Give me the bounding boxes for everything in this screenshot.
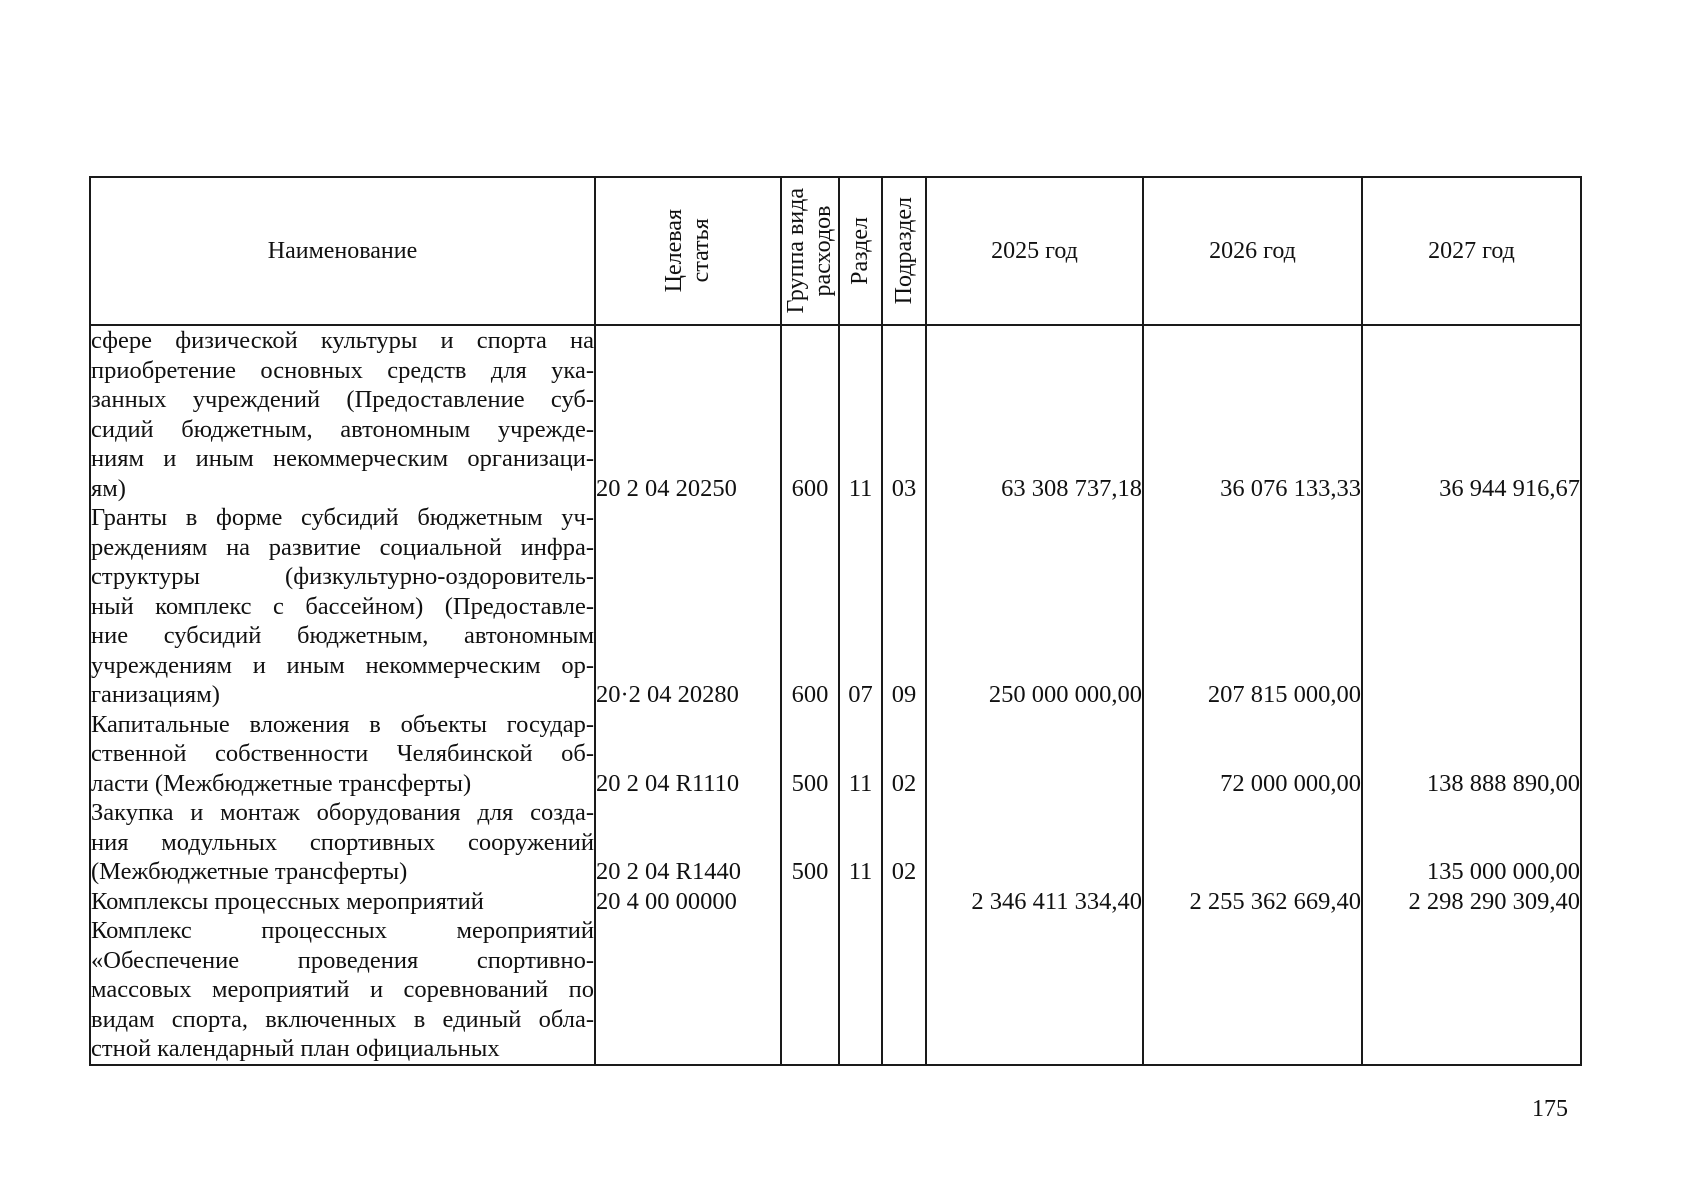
header-year-2027: 2027 год xyxy=(1362,177,1581,325)
row-amount-2025: 63 308 737,18 xyxy=(926,325,1143,503)
row-amount-2027 xyxy=(1362,916,1581,1065)
row-amount-2025 xyxy=(926,710,1143,799)
header-name: Наименование xyxy=(90,177,595,325)
table-header-row xyxy=(90,177,1581,325)
row-target-article: 20 2 04 20250 xyxy=(595,325,781,503)
row-name xyxy=(90,710,595,799)
row-section xyxy=(839,887,882,917)
row-amount-2025: 2 346 411 334,40 xyxy=(926,887,1143,917)
row-name-line: «Обеспечение проведения спортивно- xyxy=(91,946,594,974)
row-name-line: массовых мероприятий и соревнований по xyxy=(91,976,594,1003)
row-amount-2026 xyxy=(1143,916,1362,1065)
table-row xyxy=(90,798,1581,887)
row-name-line: видам спорта, включенных в единый обла- xyxy=(91,1005,594,1033)
row-name xyxy=(90,325,595,503)
header-target-article xyxy=(595,177,781,325)
page-number: 175 xyxy=(1532,1096,1568,1122)
row-name-line: ный комплекс с бассейном) (Предоставле- xyxy=(91,592,594,620)
header-group-line2: расходов xyxy=(810,205,836,297)
row-target-article: 20 4 00 00000 xyxy=(595,887,781,917)
row-amount-2026: 2 255 362 669,40 xyxy=(1143,887,1362,917)
row-section: 07 xyxy=(839,503,882,710)
row-amount-2027: 138 888 890,00 xyxy=(1362,710,1581,799)
row-section: 11 xyxy=(839,710,882,799)
row-name-line: ям) xyxy=(91,474,126,502)
row-name-line: ственной собственности Челябинской об- xyxy=(91,740,594,767)
row-expense-group: 600 xyxy=(781,503,839,710)
row-amount-2027 xyxy=(1362,503,1581,710)
row-expense-group: 600 xyxy=(781,325,839,503)
budget-table xyxy=(89,176,1582,1066)
row-section: 11 xyxy=(839,325,882,503)
row-subsection: 02 xyxy=(882,798,926,887)
header-section xyxy=(839,177,882,325)
row-amount-2026: 207 815 000,00 xyxy=(1143,503,1362,710)
table-row xyxy=(90,710,1581,799)
row-target-article: 20·2 04 20280 xyxy=(595,503,781,710)
row-name-line: стной календарный план официальных xyxy=(91,1035,500,1062)
row-subsection: 03 xyxy=(882,325,926,503)
row-section: 11 xyxy=(839,798,882,887)
header-section-label: Раздел xyxy=(847,217,873,285)
table-row xyxy=(90,887,1581,917)
row-name-line: ния модульных спортивных сооружений xyxy=(91,828,594,856)
row-name-line: Гранты в форме субсидий бюджетным уч- xyxy=(91,504,594,531)
row-name xyxy=(90,916,595,1065)
row-amount-2026: 36 076 133,33 xyxy=(1143,325,1362,503)
row-subsection: 09 xyxy=(882,503,926,710)
header-year-2025: 2025 год xyxy=(926,177,1143,325)
table-row xyxy=(90,325,1581,503)
table-row xyxy=(90,503,1581,710)
row-name-line: ласти (Межбюджетные трансферты) xyxy=(91,769,472,797)
row-amount-2026 xyxy=(1143,798,1362,887)
row-name-line: занных учреждений (Предоставление суб- xyxy=(91,386,594,413)
row-name-line: учреждениям и иным некоммерческим ор- xyxy=(91,651,594,679)
row-target-article: 20 2 04 R1440 xyxy=(595,798,781,887)
row-subsection xyxy=(882,916,926,1065)
header-target-line2: статья xyxy=(688,219,714,283)
header-target-line1: Целевая xyxy=(661,209,687,293)
row-expense-group: 500 xyxy=(781,710,839,799)
row-expense-group xyxy=(781,916,839,1065)
row-section xyxy=(839,916,882,1065)
row-expense-group: 500 xyxy=(781,798,839,887)
row-amount-2027: 135 000 000,00 xyxy=(1362,798,1581,887)
row-name-line: приобретение основных средств для ука- xyxy=(91,356,594,384)
row-amount-2027: 36 944 916,67 xyxy=(1362,325,1581,503)
row-name-line: сфере физической культуры и спорта на xyxy=(91,327,594,354)
row-expense-group xyxy=(781,887,839,917)
row-name-line: ние субсидий бюджетным, автономным xyxy=(91,622,594,649)
row-name-line: реждениям на развитие социальной инфра- xyxy=(91,533,594,561)
row-name xyxy=(90,798,595,887)
row-name-line: структуры (физкультурно-оздоровитель- xyxy=(91,563,594,590)
header-group-line1: Группа вида xyxy=(783,188,809,314)
row-name xyxy=(90,503,595,710)
row-subsection: 02 xyxy=(882,710,926,799)
row-amount-2025 xyxy=(926,916,1143,1065)
row-name-line: Комплексы процессных мероприятий xyxy=(91,887,484,915)
row-name-line: Закупка и монтаж оборудования для созда- xyxy=(91,799,594,826)
row-amount-2025 xyxy=(926,798,1143,887)
row-name-line: Комплекс процессных мероприятий xyxy=(91,917,594,944)
row-amount-2026: 72 000 000,00 xyxy=(1143,710,1362,799)
table-row xyxy=(90,916,1581,1065)
row-target-article xyxy=(595,916,781,1065)
row-amount-2025: 250 000 000,00 xyxy=(926,503,1143,710)
header-subsection-label: Подраздел xyxy=(890,197,917,305)
row-name-line: (Межбюджетные трансферты) xyxy=(91,858,408,885)
row-name-line: ниям и иным некоммерческим организаци- xyxy=(91,445,594,472)
row-subsection xyxy=(882,887,926,917)
row-name-line: ганизациям) xyxy=(91,681,220,708)
row-name xyxy=(90,887,595,917)
row-name-line: сидий бюджетным, автономным учрежде- xyxy=(91,415,594,443)
row-name-line: Капитальные вложения в объекты государ- xyxy=(91,710,594,738)
header-year-2026: 2026 год xyxy=(1143,177,1362,325)
row-target-article: 20 2 04 R1110 xyxy=(595,710,781,799)
row-amount-2027: 2 298 290 309,40 xyxy=(1362,887,1581,917)
header-expense-group xyxy=(781,177,839,325)
header-subsection xyxy=(882,177,926,325)
